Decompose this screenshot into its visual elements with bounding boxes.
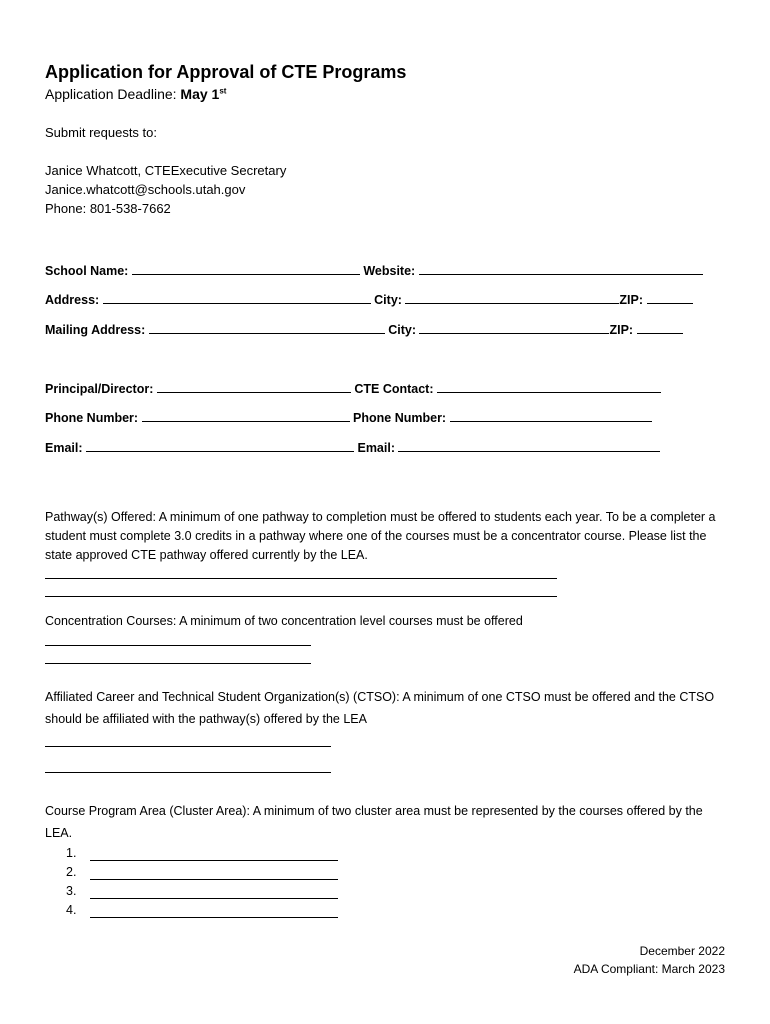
- footer-ada: ADA Compliant: March 2023: [573, 962, 725, 976]
- mailing-zip-label: ZIP:: [609, 323, 634, 337]
- deadline-label: Application Deadline:: [45, 86, 181, 102]
- concentration-line-2[interactable]: [45, 663, 311, 664]
- address-row: [45, 291, 693, 307]
- contact-name: Janice Whatcott, CTEExecutive Secretary: [45, 163, 287, 178]
- website-label: Website:: [363, 264, 416, 278]
- pathways-instructions: Pathway(s) Offered: A minimum of one pathway to completion must be offered to students each year. To be a completer a student must complete 3.0 credits in a pathway where one of the courses must be a concentrator course. Please list the state approved CTE pathway offered currently by the LEA.: [45, 510, 716, 562]
- principal-email-field[interactable]: [86, 439, 354, 452]
- principal-email-label: Email:: [45, 441, 83, 455]
- mailing-address-label: Mailing Address:: [45, 323, 146, 337]
- deadline-superscript: st: [219, 86, 227, 96]
- cluster-line-3[interactable]: [90, 898, 338, 899]
- cluster-line-1[interactable]: [90, 860, 338, 861]
- cte-phone-field[interactable]: [450, 409, 652, 422]
- school-name-field[interactable]: [132, 262, 360, 275]
- address-label: Address:: [45, 293, 100, 307]
- cte-email-field[interactable]: [398, 439, 660, 452]
- cluster-item-number: 3.: [66, 884, 77, 898]
- school-name-label: School Name:: [45, 264, 129, 278]
- cluster-line-4[interactable]: [90, 917, 338, 918]
- page-title: Application for Approval of CTE Programs: [45, 62, 407, 82]
- principal-field[interactable]: [157, 380, 351, 393]
- contact-phone: Phone: 801-538-7662: [45, 201, 171, 216]
- mailing-city-field[interactable]: [419, 321, 609, 334]
- mailing-address-field[interactable]: [149, 321, 385, 334]
- phone-row: [45, 409, 652, 425]
- cluster-item-number: 4.: [66, 903, 77, 917]
- principal-contact-row: [45, 380, 661, 396]
- ctso-line-2[interactable]: [45, 772, 331, 773]
- mailing-address-row: [45, 321, 683, 337]
- email-row: [45, 439, 660, 455]
- ctso-line-1[interactable]: [45, 746, 331, 747]
- concentration-line-1[interactable]: [45, 645, 311, 646]
- cluster-item-number: 1.: [66, 846, 77, 860]
- website-field[interactable]: [419, 262, 703, 275]
- pathway-line-1[interactable]: [45, 578, 557, 579]
- cte-phone-label: Phone Number:: [353, 411, 447, 425]
- cluster-instructions: Course Program Area (Cluster Area): A minimum of two cluster area must be represented by the courses offered by the LEA.: [45, 804, 703, 840]
- cluster-item-number: 2.: [66, 865, 77, 879]
- zip-label: ZIP:: [619, 293, 644, 307]
- mailing-zip-field[interactable]: [637, 321, 683, 334]
- city-field[interactable]: [405, 291, 619, 304]
- city-label: City:: [374, 293, 402, 307]
- application-deadline: [45, 86, 226, 102]
- zip-field[interactable]: [647, 291, 693, 304]
- contact-email: Janice.whatcott@schools.utah.gov: [45, 182, 246, 197]
- ctso-instructions: Affiliated Career and Technical Student Organization(s) (CTSO): A minimum of one CTSO must be offered and the CTSO should be affiliated with the pathway(s) offered by the LEA: [45, 690, 715, 726]
- cte-email-label: Email:: [357, 441, 395, 455]
- address-field[interactable]: [103, 291, 371, 304]
- school-website-row: [45, 262, 703, 278]
- submit-requests-label: Submit requests to:: [45, 125, 157, 140]
- mailing-city-label: City:: [388, 323, 416, 337]
- cte-contact-field[interactable]: [437, 380, 661, 393]
- deadline-value: May 1: [180, 86, 220, 102]
- principal-phone-field[interactable]: [142, 409, 350, 422]
- cte-contact-label: CTE Contact:: [354, 382, 434, 396]
- principal-label: Principal/Director:: [45, 382, 154, 396]
- concentration-instructions: Concentration Courses: A minimum of two concentration level courses must be offered: [45, 614, 523, 628]
- cluster-line-2[interactable]: [90, 879, 338, 880]
- principal-phone-label: Phone Number:: [45, 411, 139, 425]
- pathway-line-2[interactable]: [45, 596, 557, 597]
- footer-date: December 2022: [639, 944, 725, 958]
